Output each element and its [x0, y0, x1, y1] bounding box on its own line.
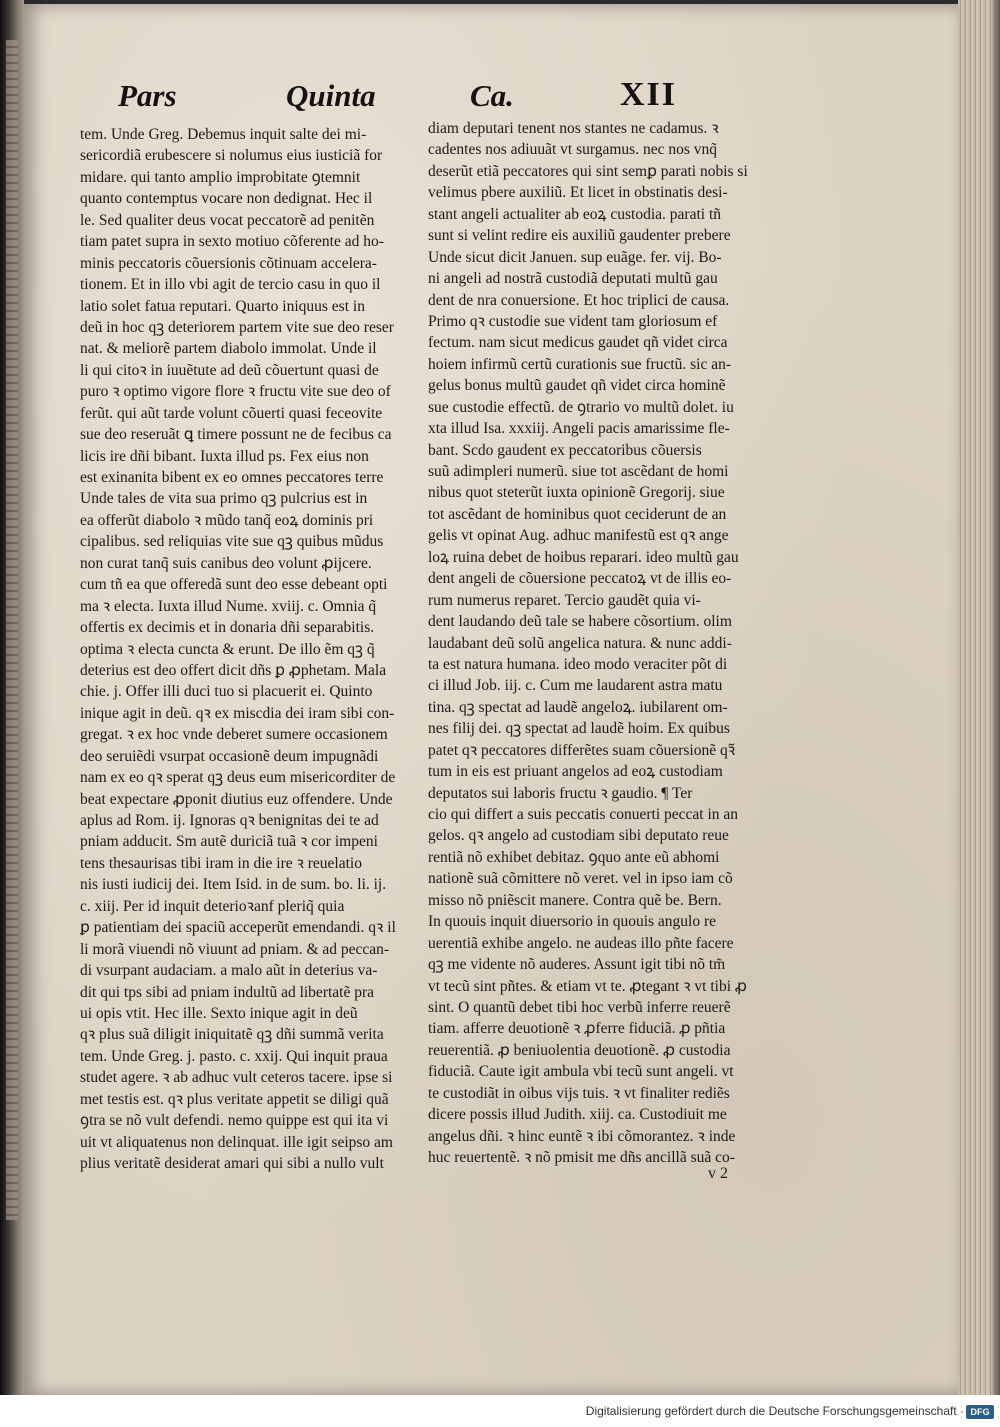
- text-line: ni angeli ad nostrã custodiã deputati multũ gau: [428, 270, 718, 288]
- text-line: cio qui differt a suis peccatis conuerti peccat in an: [428, 806, 739, 823]
- text-line: deũ in hoc qꝫ deteriorem partem vite sue deo reser: [80, 318, 394, 336]
- text-line: qꝫ me vidente nõ auderes. Assunt igit tibi nõ tm̃: [428, 956, 726, 974]
- text-line: stant angeli actualiter ab eoꝝ custodia. parati tñ: [428, 205, 722, 223]
- text-line: nibus quot steterũt iuxta opinionẽ Gregorij. siue: [428, 484, 725, 502]
- text-line: gelos. qꝛ angelo ad custodiam sibi deputato reue: [428, 827, 729, 845]
- text-line: ferũt. qui aũt tarde volunt cõuerti quasi feceovite: [80, 404, 383, 422]
- text-line: le. Sed qualiter deus vocat peccatorẽ ad penitẽn: [80, 211, 375, 229]
- running-head-chapter: Ca.: [470, 78, 514, 113]
- text-line: dicere possis illud Judith. xiij. ca. Custodiuit me: [428, 1106, 727, 1124]
- text-line: tiam. afferre deuotionẽ ꝛ ꝓferre fiduciã. ꝓ pñtia: [428, 1020, 726, 1038]
- text-line: gelus bonus multũ gaudet qñ videt circa hominẽ: [428, 377, 726, 395]
- text-line: sericordiã erubescere si nolumus eius iusticiã for: [80, 147, 383, 165]
- text-line: tina. qꝫ spectat ad laudẽ angeloꝝ. iubilarent om-: [428, 698, 728, 716]
- text-line: hoiem infirmũ certũ curationis sue fructũ. sic an-: [428, 355, 732, 373]
- text-line: aplus ad Rom. ij. Ignoras qꝛ benignitas dei te ad: [80, 812, 379, 829]
- text-line: In quouis inquit diuersorio in quouis angulo re: [428, 913, 717, 931]
- signature-mark: v 2: [708, 1165, 728, 1182]
- text-line: non curat tanq̃ suis canibus deo volunt ꝓijcere.: [80, 554, 372, 572]
- text-line: laudabant deũ solũ angelica natura. & nunc addi-: [428, 634, 732, 652]
- text-line: dent angeli de cõuersione peccatoꝝ vt de illis eo-: [428, 570, 732, 588]
- text-line: plius veritatẽ desiderat amari qui sibi a nullo vult: [80, 1155, 384, 1172]
- text-line: dit qui tps sibi ad pniam indultũ ad libertatẽ pra: [80, 983, 375, 1001]
- text-line: gelis vt opinat Aug. adhuc manifestũ est qꝛ ange: [428, 527, 729, 545]
- text-line: inique agit in deũ. qꝛ ex miscdia dei iram sibi con-: [80, 704, 395, 722]
- text-line: ui opis vtit. Hec ille. Sexto inique agit in deũ: [80, 1004, 358, 1022]
- text-line: vt tecũ sint pñtes. & etiam vt te. ꝓtegant ꝛ vt tibi ꝓ: [428, 977, 747, 995]
- text-line: cipalibus. sed reliquias vite sue qꝫ quibus mũdus: [80, 533, 384, 551]
- text-line: patet qꝛ peccatores differẽtes suam cõuersionẽ qꝛ̃: [428, 741, 736, 759]
- text-line: sue deo reseruãt ꝗ timere possunt ne de fecibus ca: [80, 426, 392, 444]
- text-line: tem. Unde Greg. j. pasto. c. xxij. Qui inquit praua: [80, 1047, 388, 1065]
- text-line: li qui citoꝛ in iuuẽtute ad deũ cõuertunt quasi de: [80, 361, 379, 379]
- text-line: ci illud Job. iij. c. Cum me laudarent astra matu: [428, 677, 723, 695]
- text-line: met testis est. qꝛ plus veritate appetit se diligi quã: [80, 1090, 389, 1108]
- text-line: pniam adducit. Sm autẽ duriciã tuã ꝛ cor impeni: [80, 833, 378, 851]
- text-line: nam ex eo qꝛ sperat qꝫ deus eum misericorditer de: [80, 769, 396, 787]
- text-line: dent de nra conuersione. Et hoc triplici de causa.: [428, 291, 730, 309]
- text-line: loꝝ ruina debet de hoibus reparari. ideo multũ gau: [428, 548, 739, 566]
- text-line: Primo qꝛ custodie sue vident tam gloriosum ef: [428, 312, 718, 330]
- text-line: dent laudando deũ tale se habere cõsortium. olim: [428, 613, 732, 631]
- text-line: bant. Scdo gaudent ex peccatoribus cõuersis: [428, 441, 702, 459]
- text-line: minis peccatoris cõuersionis cõtinuam accelera-: [80, 254, 377, 272]
- text-line: nis iusti iudicij dei. Item Isid. in de sum. bo. li. ij.: [80, 876, 387, 894]
- running-head-pars: Pars: [118, 78, 177, 113]
- text-line: angelus dñi. ꝛ hinc euntẽ ꝛ ibi cõmorantez. ꝛ inde: [428, 1127, 736, 1145]
- text-line: deterius est deo offert dicit dñs ꝑ ꝓphetam. Mala: [80, 661, 387, 679]
- text-line: nat. & meliorẽ partem diabolo immolat. Unde il: [80, 340, 377, 358]
- text-line: uerentiã exhibe angelo. ne audeas illo pñte facere: [428, 934, 734, 952]
- dfg-logo-icon: DFG: [966, 1405, 994, 1419]
- text-line: nes filij dei. qꝫ spectat ad laudẽ hoim. Ex quibus: [428, 720, 730, 738]
- text-line: puro ꝛ optimo vigore flore ꝛ fructu vite sue deo of: [80, 383, 391, 401]
- adjacent-page-edge: [6, 40, 18, 1220]
- text-line: ea offerũt diabolo ꝛ mũdo tanq̃ eoꝝ dominis pri: [80, 511, 374, 529]
- text-line: chie. j. Offer illi duci tuo si placuerit ei. Quinto: [80, 683, 373, 701]
- text-line: tem. Unde Greg. Debemus inquit salte dei mi-: [80, 126, 367, 143]
- text-line: tionem. Et in illo vbi agit de tercio casu in quo il: [80, 276, 381, 294]
- text-line: suũ adimpleri numerũ. siue tot ascẽdant de homi: [428, 463, 729, 480]
- text-line: studet agere. ꝛ ab adhuc vult ceteros tacere. ipse si: [80, 1069, 393, 1087]
- text-line: ꝯtra se nõ vult defendi. nemo quippe est qui ita vi: [80, 1112, 389, 1130]
- text-line: sint. O quantũ debet tibi hoc verbũ inferre reuerẽ: [428, 998, 731, 1016]
- text-line: midare. qui tanto amplio improbitate ꝯtemnit: [80, 168, 361, 186]
- text-line: tiam patet supra in sexto motiuo cõferente ad ho-: [80, 233, 384, 251]
- text-line: cum tñ ea que offeredã sunt deo esse debeant opti: [80, 576, 388, 594]
- folio-number: XII: [620, 76, 678, 113]
- text-line: rum numerus reparet. Tercio gaudẽt quia vi-: [428, 591, 701, 609]
- text-line: fectum. nam sicut medicus gaudet qñ videt circa: [428, 334, 728, 352]
- text-line: est exinanita bibent ex eo omnes peccatores terre: [80, 469, 384, 486]
- text-line: deo seruiẽdi vsurpat occasionẽ deum impugnãdi: [80, 747, 379, 765]
- text-column-right: [428, 118, 773, 1168]
- text-line: c. xiij. Per id inquit deterioꝛanf pleriq̃ quia: [80, 897, 345, 915]
- text-line: ta est natura humana. ideo modo veraciter põt di: [428, 655, 728, 673]
- text-line: gregat. ꝛ ex hoc vnde deberet sumere occasionem: [80, 726, 388, 744]
- text-line: qꝛ plus suã diligit iniquitatẽ qꝫ dñi summã verita: [80, 1026, 384, 1044]
- text-line: tot ascẽdant de hominibus quot ceciderunt de an: [428, 505, 727, 523]
- text-line: deserũt etiã peccatores qui sint semꝑ parati nobis si: [428, 162, 748, 180]
- text-line: beat expectare ꝓponit diutius euz offendere. Unde: [80, 790, 393, 808]
- text-line: optima ꝛ electa cuncta & erunt. De illo ẽm qꝫ q̃: [80, 640, 375, 658]
- text-line: sunt si velint redire eis auxiliũ gaudenter prebere: [428, 227, 731, 245]
- text-line: li morã viuendi nõ viuunt ad pniam. & ad peccan-: [80, 940, 390, 958]
- text-line: di vsurpant audaciam. a malo aũt in deterius va-: [80, 962, 378, 980]
- page-stack-edge: [958, 0, 1000, 1395]
- text-line: Unde sicut dicit Januen. sup euãge. fer. vij. Bo-: [428, 248, 722, 266]
- text-line: cadentes nos adiuuãt vt surgamus. nec nos vnq̃: [428, 141, 717, 159]
- text-line: diam deputari tenent nos stantes ne cadamus. ꝛ: [428, 120, 719, 137]
- text-line: te custodiãt in oibus vijs tuis. ꝛ vt finaliter rediẽs: [428, 1084, 730, 1102]
- text-line: tens thesaurisas tibi iram in die ire ꝛ reuelatio: [80, 854, 362, 872]
- text-line: tum in eis est priuant angelos ad eoꝝ custodiam: [428, 763, 723, 781]
- text-line: fiduciã. Caute igit ambula vbi tecũ sunt angeli. vt: [428, 1063, 734, 1081]
- text-line: licis ire dñi bibant. Iuxta illud ps. Fex eius non: [80, 447, 369, 465]
- text-line: misso nõ pniẽscit manere. Contra quẽ be. Bern.: [428, 891, 722, 909]
- text-line: deputatos sui laboris fructu ꝛ gaudio. ¶ Ter: [428, 784, 693, 802]
- text-line: Unde tales de vita sua primo qꝫ pulcrius est in: [80, 490, 368, 508]
- text-line: ma ꝛ electa. Iuxta illud Nume. xviij. c. Omnia q̃: [80, 597, 377, 615]
- funding-credit: Digitalisierung gefördert durch die Deutsche Forschungsgemeinschaft ·: [585, 1404, 964, 1418]
- text-line: huc reuertentẽ. ꝛ nõ pmisit me dñs ancillã suã co-: [428, 1149, 735, 1166]
- text-line: quanto contemptus vocare non dedignat. Hec il: [80, 190, 373, 208]
- text-line: velimus pbere auxiliũ. Et licet in obstinatis desi-: [428, 184, 728, 202]
- text-line: reuerentiã. ꝓ beniuolentia deuotionẽ. ꝓ custodia: [428, 1041, 731, 1059]
- text-line: uit vt aliquatenus non delinquat. ille igit seipso am: [80, 1133, 393, 1151]
- text-line: nationẽ suã cõmittere nõ veret. vel in ipso iam cõ: [428, 870, 733, 888]
- text-column-left: [80, 124, 432, 1174]
- text-line: xta illud Isa. xxxiij. Angeli pacis amarissime fle-: [428, 420, 730, 438]
- book-binding-left: [0, 0, 24, 1395]
- text-line: ꝑ patientiam dei spaciũ acceperũt emendandi. qꝛ il: [80, 919, 396, 937]
- text-line: sue custodie effectũ. de ꝯtrario vo multũ dolet. iu: [428, 398, 734, 416]
- text-line: latio solet fatua reputari. Quarto iniquus est in: [80, 297, 365, 315]
- text-line: offertis ex decimis et in donaria dñi separabitis.: [80, 619, 375, 637]
- running-head-quinta: Quinta: [286, 78, 376, 113]
- text-line: rentiã nõ exhibet debitaz. ꝯquo ante eũ abhomi: [428, 848, 720, 866]
